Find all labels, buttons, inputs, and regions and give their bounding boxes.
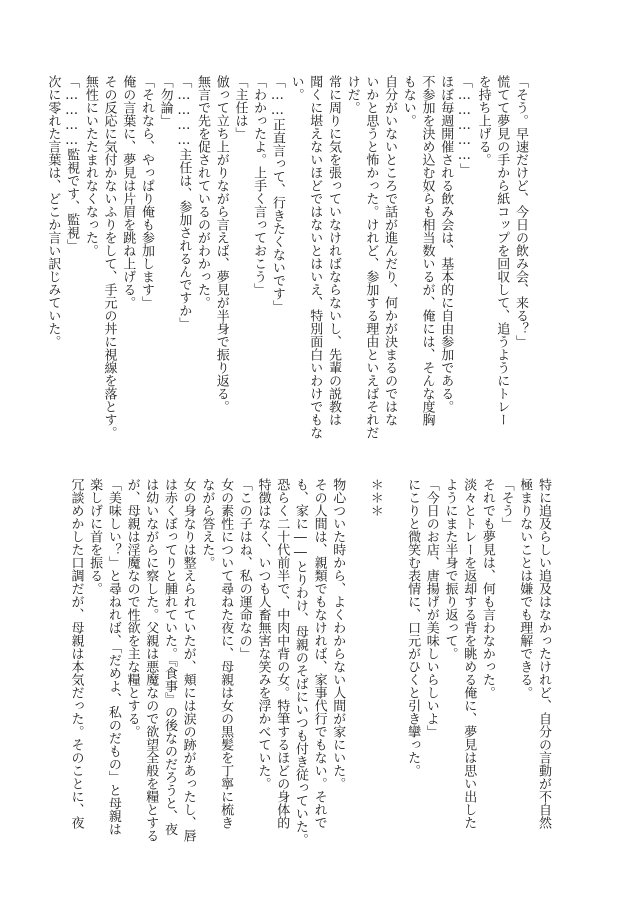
text-line: ようにまた半身で振り返って。 bbox=[442, 478, 458, 660]
text-line: にこりと微笑む表情に、口元がひくと引き攣った。 bbox=[405, 478, 421, 777]
text-line: 「主任は」 bbox=[232, 75, 248, 140]
text-line: 女の素性について尋ねた夜に、母親は女の黒髪を丁寧に梳き bbox=[218, 478, 234, 829]
text-line: 次に零れた言葉は、どこか言い訳じみていた。 bbox=[45, 75, 61, 348]
upper-text-column bbox=[45, 75, 529, 439]
lower-text-column bbox=[68, 478, 552, 846]
text-line: 恐らく二十代前半で、中肉中背の女。特筆するほどの身体的 bbox=[274, 478, 290, 829]
text-line: も、家に――とりわけ、母親のそばにいつも付き従っていた。 bbox=[292, 478, 308, 846]
text-line: 特徴はなく、いつも人畜無害な笑みを浮かべていた。 bbox=[255, 478, 271, 790]
text-line: 特に追及らしい追及はなかったけれど、自分の言動が不自然 bbox=[536, 478, 551, 829]
text-line: 「…………主任は、参加されるんですか」 bbox=[176, 75, 192, 330]
text-line: い。 bbox=[288, 75, 304, 101]
section-break: ＊＊＊ bbox=[367, 478, 383, 517]
blank-line bbox=[384, 478, 403, 838]
text-line: その人間は、親類でもなければ、家事代行でもない。それで bbox=[311, 478, 327, 829]
text-line: 「そう」 bbox=[498, 478, 514, 530]
text-line: 極まりないことは嫌でも理解できる。 bbox=[517, 478, 533, 699]
text-line: 「わかったよ。上手く言っておこう」 bbox=[251, 75, 267, 296]
text-line: 慌てて夢見の手から紙コップを回収して、追うようにトレー bbox=[494, 75, 510, 426]
text-line: は幼いながらに察した。父親は悪魔なので欲望全般を糧とする bbox=[143, 478, 159, 842]
text-line: が、母親は淫魔なので性欲を主な糧とする。 bbox=[124, 478, 140, 738]
text-line: いかと思うと怖かった。けれど、参加する理由といえばそれだ bbox=[363, 75, 379, 439]
text-line: 俺の言葉に、夢見は片眉を跳ね上げる。 bbox=[120, 75, 136, 309]
text-line: は赤くぼってりと腫れていた。『食事』の後なのだろうと、夜 bbox=[161, 478, 177, 836]
text-line: 楽しげに首を振る。 bbox=[87, 478, 103, 595]
text-line: 「そう。早速だけど、今日の飲み会、来る？」 bbox=[513, 75, 528, 348]
text-line: 「……正直言って、行きたくないです」 bbox=[269, 75, 285, 313]
blank-line bbox=[346, 478, 365, 838]
text-line: 女の身なりは整えられていたが、頬には涙の跡があったし、唇 bbox=[180, 478, 196, 842]
text-line: 自分がいないところで話が進んだり、何かが決まるのではな bbox=[382, 75, 398, 426]
text-line: 常に周りに気を張っていなければならないし、先輩の説教は bbox=[325, 75, 341, 426]
text-line: ほぼ毎週開催される飲み会は、基本的に自由参加である。 bbox=[438, 75, 454, 413]
text-line: ながら答えた。 bbox=[199, 478, 215, 569]
text-line: 無言で先を促されているのがわかった。 bbox=[195, 75, 211, 309]
text-line: 「この子はね、私の運命なの」 bbox=[236, 478, 252, 660]
text-line: その反応に気付かないふりをして、手元の丼に視線を落とす。 bbox=[101, 75, 117, 439]
text-line: 物心ついた時から、よくわからない人間が家にいた。 bbox=[330, 478, 346, 790]
text-line: 倣って立ち上がりながら言えば、夢見が半身で振り返る。 bbox=[213, 75, 229, 413]
text-line: 冗談めかした口調だが、母親は本気だった。そのことに、夜 bbox=[68, 478, 84, 829]
text-line: 「美味しい？」と尋ねれば、「だめよ、私のだもの」と母親は bbox=[105, 478, 121, 836]
text-line: 不参加を決め込む奴らも相当数いるが、俺には、そんな度胸 bbox=[419, 75, 435, 426]
text-line: 淡々とトレーを返却する背を眺める俺に、夢見は思い出した bbox=[461, 478, 477, 829]
text-line: を持ち上げる。 bbox=[475, 75, 491, 166]
text-line: 聞くに堪えないほどではないとはいえ、特別面白いわけでもな bbox=[307, 75, 323, 439]
text-line: もない。 bbox=[400, 75, 416, 127]
text-line: けだ。 bbox=[344, 75, 360, 114]
text-line: 「それなら、やっぱり俺も参加します」 bbox=[138, 75, 154, 309]
text-line: 「……………」 bbox=[456, 75, 472, 176]
text-line: 「…………監視です、監視」 bbox=[64, 75, 80, 252]
text-line: 「今日のお店、唐揚げが美味しいらしいよ」 bbox=[423, 478, 439, 738]
text-line: それでも夢見は、何も言わなかった。 bbox=[479, 478, 495, 699]
text-line: 無性にいたたまれなくなった。 bbox=[82, 75, 98, 257]
text-line: 「勿論」 bbox=[157, 75, 173, 127]
